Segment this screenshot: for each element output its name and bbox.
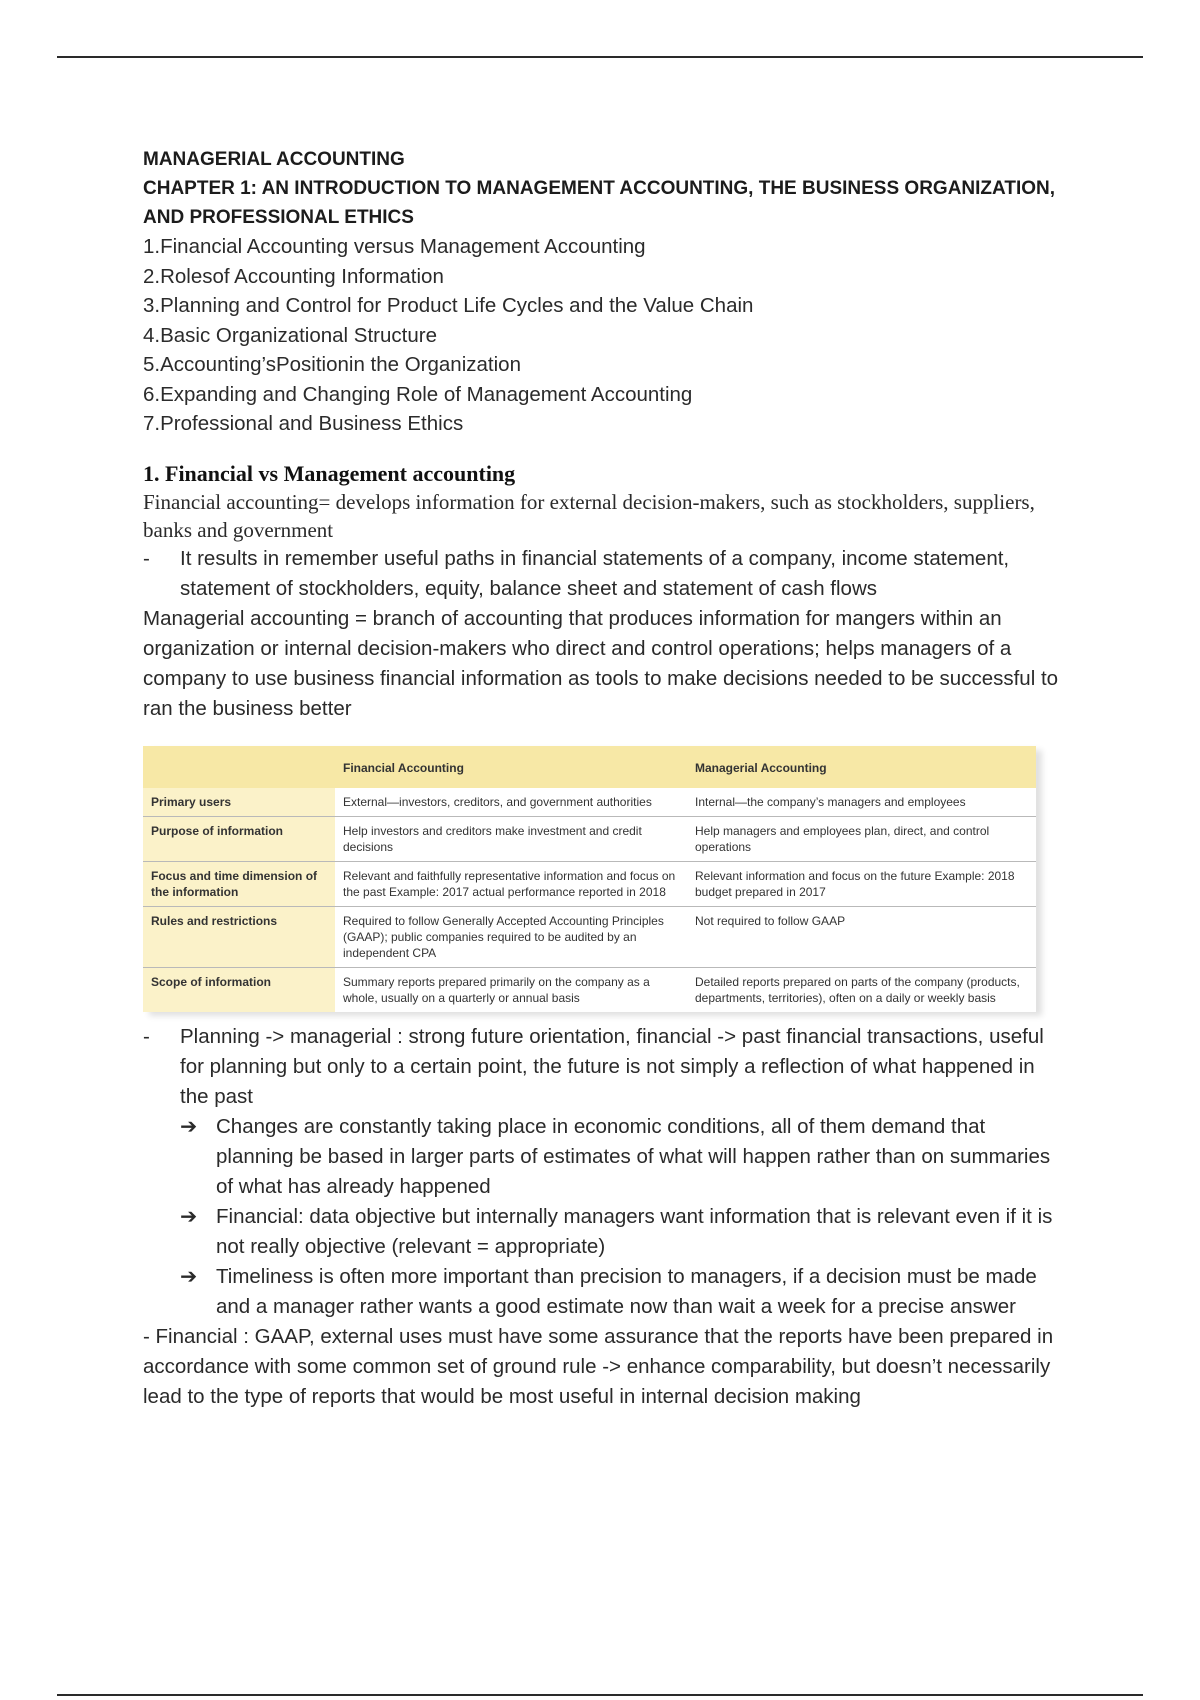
managerial-cell: Detailed reports prepared on parts of the company (products, departments, territories), often on a daily or weekly basis	[695, 974, 1020, 1005]
bullet-text: Planning -> managerial : strong future orientation, financial -> past financial transactions, useful for planning but only to a certain point, the future is not simply a reflection of what happened in the past	[180, 1024, 1044, 1108]
arrow-item	[143, 1112, 1063, 1202]
financial-cell: Summary reports prepared primarily on the company as a whole, usually on a quarterly or annual basis	[343, 974, 650, 1005]
bullet-financial-statements	[143, 544, 1063, 604]
managerial-cell: Help managers and employees plan, direct, and control operations	[695, 823, 990, 854]
arrow-item	[143, 1262, 1063, 1322]
table-row	[143, 788, 1036, 817]
dash-marker: -	[143, 546, 150, 570]
table-row	[143, 906, 1036, 967]
comparison-table-figure	[143, 746, 1036, 1012]
arrow-item	[143, 1202, 1063, 1262]
dash-marker: -	[143, 1024, 150, 1048]
managerial-cell: Not required to follow GAAP	[695, 913, 846, 928]
arrow-item-text: Timeliness is often more important than precision to managers, if a decision must be made and a manager rather wants a good estimate now than wait a week for a precise answer	[216, 1264, 1037, 1318]
financial-accounting-definition: Financial accounting= develops information for external decision-makers, such as stockholders, suppliers, banks and government	[143, 489, 1035, 542]
table-row	[143, 967, 1036, 1012]
row-label: Focus and time dimension of the information	[143, 861, 335, 906]
header-managerial: Managerial Accounting	[695, 760, 827, 775]
toc-item: 1.Financial Accounting versus Management Accounting	[143, 235, 646, 258]
financial-cell: Required to follow Generally Accepted Accounting Principles (GAAP); public companies required to be audited by an independent CPA	[343, 913, 664, 960]
financial-cell: Help investors and creditors make investment and credit decisions	[343, 823, 642, 854]
toc-item: 3.Planning and Control for Product Life Cycles and the Value Chain	[143, 294, 754, 317]
arrow-right-icon: ➔	[180, 1114, 198, 1138]
chapter-title: CHAPTER 1: AN INTRODUCTION TO MANAGEMENT ACCOUNTING, THE BUSINESS ORGANIZATION, AND PROFESSIONAL ETHICS	[143, 178, 1055, 228]
managerial-accounting-definition: Managerial accounting = branch of accounting that produces information for mangers within an organization or internal decision-makers who direct and control operations; helps managers of a company to use business financial information as tools to make decisions needed to be successful to ran the business better	[143, 606, 1059, 720]
table-row	[143, 861, 1036, 906]
page-content	[143, 145, 1063, 1412]
arrow-right-icon: ➔	[180, 1264, 198, 1288]
gaap-paragraph: - Financial : GAAP, external uses must have some assurance that the reports have been prepared in accordance with some common set of ground rule -> enhance comparability, but doesn’t necessarily lead to the type of reports that would be most useful in internal decision making	[143, 1324, 1054, 1408]
financial-cell: Relevant and faithfully representative information and focus on the past Example: 2017 actual performance reported in 2018	[343, 868, 676, 899]
toc-item: 4.Basic Organizational Structure	[143, 323, 437, 347]
toc-item: 7.Professional and Business Ethics	[143, 412, 464, 435]
doc-title: MANAGERIAL ACCOUNTING	[143, 149, 405, 170]
row-label: Primary users	[143, 788, 335, 817]
bullet-text: It results in remember useful paths in financial statements of a company, income statement, statement of stockholders, equity, balance sheet and statement of cash flows	[180, 546, 1010, 600]
arrow-item-text: Changes are constantly taking place in economic conditions, all of them demand that planning be based in larger parts of estimates of what will happen rather than on summaries of what has already happened	[216, 1114, 1051, 1198]
comparison-table	[143, 746, 1036, 1012]
financial-cell: External—investors, creditors, and government authorities	[343, 794, 652, 809]
arrow-right-icon: ➔	[180, 1204, 198, 1228]
toc-item: 5.Accounting’sPositionin the Organization	[143, 353, 521, 376]
table-row	[143, 816, 1036, 861]
table-of-contents	[143, 232, 1063, 439]
bottom-rule	[57, 1694, 1143, 1696]
row-label: Scope of information	[143, 967, 335, 1012]
table-header-row	[143, 746, 1036, 788]
managerial-cell: Internal—the company’s managers and employees	[695, 794, 966, 809]
section-heading: 1. Financial vs Management accounting	[143, 460, 516, 486]
row-label: Purpose of information	[143, 816, 335, 861]
row-label: Rules and restrictions	[143, 906, 335, 967]
header-blank	[143, 746, 335, 788]
arrow-item-text: Financial: data objective but internally managers want information that is relevant even if it is not really objective (relevant = appropriate)	[216, 1204, 1053, 1258]
toc-item: 6.Expanding and Changing Role of Management Accounting	[143, 382, 693, 406]
bullet-planning	[143, 1022, 1063, 1112]
header-financial: Financial Accounting	[343, 760, 464, 775]
top-rule	[57, 56, 1143, 58]
toc-item: 2.Rolesof Accounting Information	[143, 264, 444, 288]
managerial-cell: Relevant information and focus on the future Example: 2018 budget prepared in 2017	[695, 868, 1015, 899]
